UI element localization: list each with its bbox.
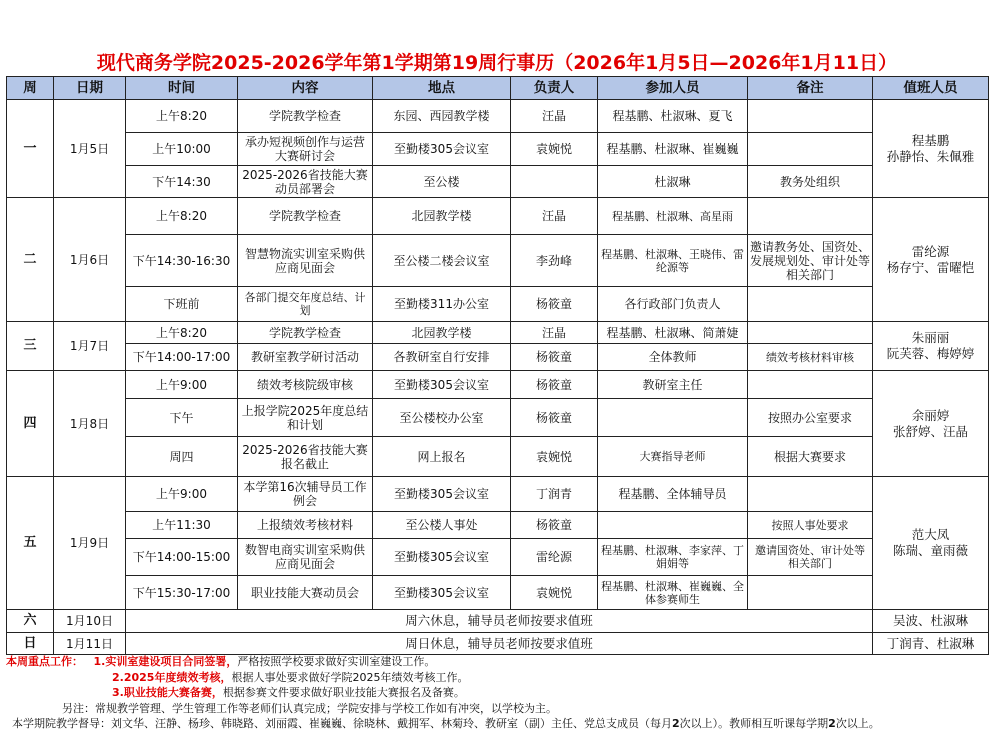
time-cell: 下午14:30 xyxy=(126,166,238,198)
time-cell: 下午14:00-17:00 xyxy=(126,344,238,371)
supervisors-text: 本学期院教学督导：刘文华、汪静、杨珍、韩晓路、刘丽霞、崔巍巍、徐晓林、戴拥军、林菊玲、教研室（副）主任、党总支成员（每月 xyxy=(12,717,672,730)
place-cell: 至勤楼305会议室 xyxy=(373,539,511,576)
header-time: 时间 xyxy=(126,77,238,100)
content-cell: 2025-2026省技能大赛动员部署会 xyxy=(238,166,373,198)
notes-line-2 xyxy=(6,670,988,686)
place-cell: 至勤楼305会议室 xyxy=(373,576,511,610)
note-cell xyxy=(748,322,873,344)
day-cell: 一 xyxy=(7,100,54,198)
supervisors-text-end: 次以上。 xyxy=(835,717,880,730)
table-row xyxy=(7,322,989,344)
people-cell: 程基鹏、全体辅导员 xyxy=(598,477,748,512)
lead-cell: 袁婉悦 xyxy=(511,437,598,477)
notes-line-3 xyxy=(6,685,988,701)
time-cell: 下午 xyxy=(126,399,238,437)
rest-cell: 周六休息，辅导员老师按要求值班 xyxy=(126,610,873,633)
time-cell: 下午15:30-17:00 xyxy=(126,576,238,610)
duty-line: 杨存宁、雷曜恺 xyxy=(886,259,975,275)
time-cell: 下午14:00-15:00 xyxy=(126,539,238,576)
lead-cell: 袁婉悦 xyxy=(511,576,598,610)
content-cell: 上报绩效考核材料 xyxy=(238,512,373,539)
header-date: 日期 xyxy=(54,77,126,100)
day-cell: 四 xyxy=(7,371,54,477)
note-cell xyxy=(748,477,873,512)
supervisors-text-mid: 次以上）。教师相互听课每学期 xyxy=(679,717,829,730)
date-cell: 1月10日 xyxy=(54,610,126,633)
time-cell: 上午9:00 xyxy=(126,477,238,512)
table-row xyxy=(7,576,989,610)
duty-cell xyxy=(873,322,989,371)
people-cell: 程基鹏、杜淑琳、崔巍巍、全体参赛师生 xyxy=(598,576,748,610)
duty-line: 朱丽丽 xyxy=(911,330,950,345)
people-cell: 程基鹏、杜淑琳、李家萍、丁娟娟等 xyxy=(598,539,748,576)
date-cell: 1月5日 xyxy=(54,100,126,198)
place-cell: 至公楼人事处 xyxy=(373,512,511,539)
lead-cell: 汪晶 xyxy=(511,322,598,344)
content-cell: 2025-2026省技能大赛报名截止 xyxy=(238,437,373,477)
duty-line: 陈瑞、童雨薇 xyxy=(892,543,968,558)
duty-cell xyxy=(873,198,989,322)
table-row xyxy=(7,539,989,576)
notes-item-3-title: 3.职业技能大赛备赛， xyxy=(112,686,223,699)
notes-line-1 xyxy=(6,654,988,670)
table-row xyxy=(7,477,989,512)
notes-item-2-text: 根据人事处要求做好学院2025年绩效考核工作。 xyxy=(231,670,469,684)
time-cell: 周四 xyxy=(126,437,238,477)
content-cell: 本学第16次辅导员工作例会 xyxy=(238,477,373,512)
note-cell xyxy=(748,371,873,399)
time-cell: 上午10:00 xyxy=(126,133,238,166)
people-cell: 杜淑琳 xyxy=(598,166,748,198)
content-cell: 学院教学检查 xyxy=(238,322,373,344)
lead-cell: 杨筱童 xyxy=(511,371,598,399)
content-cell: 绩效考核院级审核 xyxy=(238,371,373,399)
day-cell: 六 xyxy=(7,610,54,633)
people-cell: 程基鹏、杜淑琳、崔巍巍 xyxy=(598,133,748,166)
duty-line: 雷纶源 xyxy=(911,243,950,259)
time-cell: 上午9:00 xyxy=(126,371,238,399)
content-cell: 上报学院2025年度总结和计划 xyxy=(238,399,373,437)
lead-cell: 杨筱童 xyxy=(511,344,598,371)
day-cell: 日 xyxy=(7,633,54,655)
place-cell: 北园教学楼 xyxy=(373,198,511,235)
people-cell: 程基鹏、杜淑琳、夏飞 xyxy=(598,100,748,133)
content-cell: 智慧物流实训室采购供应商见面会 xyxy=(238,235,373,287)
note-cell xyxy=(748,133,873,166)
people-cell: 教研室主任 xyxy=(598,371,748,399)
notes-item-2-title: 2.2025年度绩效考核， xyxy=(112,670,232,684)
place-cell: 北园教学楼 xyxy=(373,322,511,344)
lead-cell: 袁婉悦 xyxy=(511,133,598,166)
table-row xyxy=(7,287,989,322)
note-cell: 根据大赛要求 xyxy=(748,437,873,477)
people-cell: 大赛指导老师 xyxy=(598,437,748,477)
place-cell: 至公楼校办公室 xyxy=(373,399,511,437)
header-note: 备注 xyxy=(748,77,873,100)
content-cell: 数智电商实训室采购供应商见面会 xyxy=(238,539,373,576)
place-cell: 至勤楼311办公室 xyxy=(373,287,511,322)
duty-line: 孙静怡、朱佩雅 xyxy=(886,148,975,164)
content-cell: 学院教学检查 xyxy=(238,198,373,235)
page-title: 现代商务学院2025-2026学年第1学期第19周行事历（2026年1月5日—2026年1月11日） xyxy=(96,52,898,74)
note-cell xyxy=(748,576,873,610)
note-cell xyxy=(748,198,873,235)
header-place: 地点 xyxy=(373,77,511,100)
table-row xyxy=(7,166,989,198)
note-cell: 教务处组织 xyxy=(748,166,873,198)
content-cell: 教研室教学研讨活动 xyxy=(238,344,373,371)
table-row xyxy=(7,198,989,235)
day-cell: 五 xyxy=(7,477,54,610)
place-cell: 东园、西园教学楼 xyxy=(373,100,511,133)
content-cell: 承办短视频创作与运营大赛研讨会 xyxy=(238,133,373,166)
note-cell: 按照人事处要求 xyxy=(748,512,873,539)
duty-cell: 吴波、杜淑琳 xyxy=(873,610,989,633)
content-cell: 职业技能大赛动员会 xyxy=(238,576,373,610)
date-cell: 1月9日 xyxy=(54,477,126,610)
note-cell: 邀请教务处、国资处、发展规划处、审计处等相关部门 xyxy=(748,235,873,287)
time-cell: 上午8:20 xyxy=(126,100,238,133)
notes-supervisors xyxy=(6,716,988,732)
people-cell xyxy=(598,399,748,437)
people-cell: 程基鹏、杜淑琳、王晓伟、雷纶源等 xyxy=(598,235,748,287)
duty-line: 余丽婷 xyxy=(911,407,950,423)
note-cell: 绩效考核材料审核 xyxy=(748,344,873,371)
content-cell: 学院教学检查 xyxy=(238,100,373,133)
lead-cell xyxy=(511,166,598,198)
note-cell: 邀请国资处、审计处等相关部门 xyxy=(748,539,873,576)
table-row xyxy=(7,371,989,399)
place-cell: 至公楼 xyxy=(373,166,511,198)
schedule-page xyxy=(6,6,988,741)
table-row xyxy=(7,633,989,655)
time-cell: 下班前 xyxy=(126,287,238,322)
table-row xyxy=(7,512,989,539)
place-cell: 至公楼二楼会议室 xyxy=(373,235,511,287)
people-cell: 程基鹏、杜淑琳、高星雨 xyxy=(598,198,748,235)
notes-item-1-text: 严格按照学校要求做好实训室建设工作。 xyxy=(237,655,436,668)
date-cell: 1月8日 xyxy=(54,371,126,477)
people-cell: 全体教师 xyxy=(598,344,748,371)
notes-item-1-title: 1.实训室建设项目合同签署， xyxy=(93,655,238,668)
note-cell xyxy=(748,100,873,133)
notes-heading: 本周重点工作： xyxy=(6,655,83,668)
place-cell: 至勤楼305会议室 xyxy=(373,477,511,512)
duty-line: 范大凤 xyxy=(911,527,950,542)
rest-cell: 周日休息，辅导员老师按要求值班 xyxy=(126,633,873,655)
schedule-table xyxy=(6,76,989,655)
day-cell: 二 xyxy=(7,198,54,322)
lead-cell: 汪晶 xyxy=(511,100,598,133)
notes-item-3-text: 根据参赛文件要求做好职业技能大赛报名及备赛。 xyxy=(222,686,465,699)
duty-line: 张舒婷、汪晶 xyxy=(892,423,968,439)
header-row xyxy=(7,77,989,100)
duty-cell xyxy=(873,100,989,198)
header-duty: 值班人员 xyxy=(873,77,989,100)
note-cell: 按照办公室要求 xyxy=(748,399,873,437)
header-lead: 负责人 xyxy=(511,77,598,100)
table-row xyxy=(7,344,989,371)
day-cell: 三 xyxy=(7,322,54,371)
place-cell: 网上报名 xyxy=(373,437,511,477)
lead-cell: 李劲峰 xyxy=(511,235,598,287)
date-cell: 1月7日 xyxy=(54,322,126,371)
weekly-notes xyxy=(6,654,988,732)
lead-cell: 汪晶 xyxy=(511,198,598,235)
lead-cell: 杨筱童 xyxy=(511,399,598,437)
note-cell xyxy=(748,287,873,322)
table-row xyxy=(7,235,989,287)
duty-cell xyxy=(873,371,989,477)
table-row xyxy=(7,399,989,437)
table-row xyxy=(7,100,989,133)
place-cell: 至勤楼305会议室 xyxy=(373,371,511,399)
content-cell: 各部门提交年度总结、计划 xyxy=(238,287,373,322)
lead-cell: 杨筱童 xyxy=(511,512,598,539)
lead-cell: 雷纶源 xyxy=(511,539,598,576)
table-row xyxy=(7,610,989,633)
people-cell: 各行政部门负责人 xyxy=(598,287,748,322)
place-cell: 各教研室自行安排 xyxy=(373,344,511,371)
time-cell: 上午8:20 xyxy=(126,322,238,344)
people-cell: 程基鹏、杜淑琳、简萧婕 xyxy=(598,322,748,344)
supervisors-count-2: 2 xyxy=(828,717,836,730)
lead-cell: 丁润青 xyxy=(511,477,598,512)
header-week: 周 xyxy=(7,77,54,100)
time-cell: 下午14:30-16:30 xyxy=(126,235,238,287)
table-row xyxy=(7,133,989,166)
date-cell: 1月6日 xyxy=(54,198,126,322)
header-content: 内容 xyxy=(238,77,373,100)
header-people: 参加人员 xyxy=(598,77,748,100)
time-cell: 上午8:20 xyxy=(126,198,238,235)
duty-line: 阮芙蓉、梅婷婷 xyxy=(886,346,975,361)
date-cell: 1月11日 xyxy=(54,633,126,655)
duty-cell xyxy=(873,477,989,610)
notes-other: 另注：常规教学管理、学生管理工作等老师们认真完成；学院安排与学校工作如有冲突，以学校为主。 xyxy=(62,701,557,715)
place-cell: 至勤楼305会议室 xyxy=(373,133,511,166)
duty-line: 程基鹏 xyxy=(911,132,950,148)
time-cell: 上午11:30 xyxy=(126,512,238,539)
people-cell xyxy=(598,512,748,539)
duty-cell: 丁润青、杜淑琳 xyxy=(873,633,989,655)
table-row xyxy=(7,437,989,477)
lead-cell: 杨筱童 xyxy=(511,287,598,322)
supervisors-count-1: 2 xyxy=(672,717,680,730)
